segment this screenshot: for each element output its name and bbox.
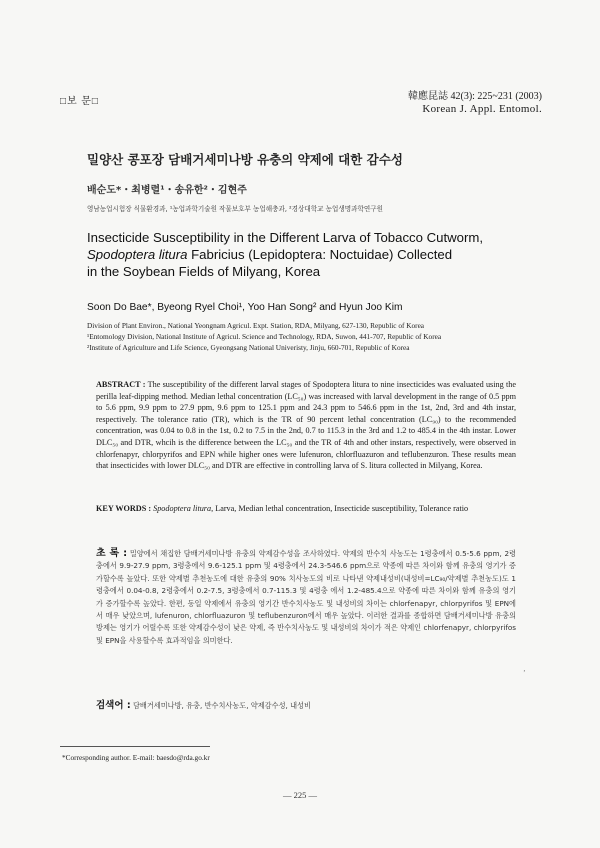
margin-mark: ‚: [523, 664, 526, 673]
english-authors: Soon Do Bae*, Byeong Ryel Choi¹, Yoo Han Song² and Hyun Joo Kim: [87, 302, 403, 313]
affiliation-1: Division of Plant Environ., National Yeongnam Agricul. Expt. Station, RDA, Milyang, 627-130, Republic of Korea: [87, 321, 425, 330]
footnote: *Corresponding author. E-mail: baesdo@rda.go.kr: [62, 753, 210, 762]
affiliation-3: ²Institute of Agriculture and Life Science, Gyeongsang National Univeristy, Jinju, 660-701, Republic of Korea: [87, 343, 410, 352]
korean-keywords-text: 담배거세미나방, 유충, 반수치사농도, 약제감수성, 내성비: [132, 701, 311, 710]
korean-title: 밀양산 콩포장 담배거세미나방 유충의 약제에 대한 감수성: [87, 152, 403, 167]
footnote-divider: [60, 746, 210, 747]
page-number: — 225 —: [283, 790, 317, 800]
english-affiliations: [87, 320, 527, 353]
korean-abstract-label: 초 록 :: [96, 548, 128, 559]
title-line-3: in the Soybean Fields of Milyang, Korea: [87, 264, 321, 279]
keywords-species: Spodoptera litura: [153, 504, 212, 513]
keywords-label: KEY WORDS :: [96, 504, 152, 513]
journal-korean: 韓應昆誌 42(3): 225~231 (2003): [407, 91, 542, 102]
korean-authors: 배순도*・최병렬¹・송유한²・김현주: [87, 185, 247, 196]
korean-keywords: [96, 697, 516, 711]
korean-affiliations: 영남농업시험장 식물환경과, ¹농업과학기술원 작물보호부 농업해충과, ²경상대학교 농업생명과학연구원: [87, 205, 383, 213]
title-line-2-rest: Fabricius (Lepidoptera: Noctuidae) Collected: [187, 247, 453, 262]
abstract-text: The susceptibility of the different larval stages of Spodoptera litura to nine insecticides was evaluated using the perilla leaf-dipping method. Median lethal concentration (LC₅₀) was increased with larval development in the range of 0.5 ppm to 5.6 ppm, 9.9 ppm to 27.9 ppm, 9.6 ppm to 125.1 ppm and 24.3 ppm to 546.6 ppm in the 1st, 2nd, 3rd and 4th instar, respectively. The tolerance ratio (TR), which is the TR of 90 percent lethal concentration (LC₉₀) to the recommended concentration, was 0.04 to 0.8 in the 1st, 0.2 to 7.5 in the 2nd, 0.7 to 115.3 in the 3rd and 1.2 to 485.4 in the 4th instar. Lower DLC₅₀ and DTR, whcih is the difference between the LC₅₀ and the TR of 4th and other instars, respectively, were observed in chlorfenapyr, chlorpyrifos and EPN while higher ones were lufenuron, chlorfluazuron and teflubenzuron. These results mean that insecticides with lower DLC₅₀ and DTR are effective in controlling larva of S. litura collected in Milyang, Korea.: [96, 380, 516, 471]
title-line-1: Insecticide Susceptibility in the Different Larva of Tobacco Cutworm,: [87, 230, 484, 245]
english-title: [87, 229, 507, 280]
abstract-label: ABSTRACT :: [96, 380, 146, 389]
journal-english: Korean J. Appl. Entomol.: [422, 103, 542, 115]
keywords-text: , Larva, Median lethal concentration, Insecticide susceptibility, Tolerance ratio: [211, 504, 469, 513]
species-name: Spodoptera litura: [87, 247, 188, 262]
section-label: □보 문□: [60, 96, 99, 107]
journal-citation: [408, 90, 542, 116]
keywords: [96, 503, 516, 515]
korean-abstract: [96, 548, 516, 647]
korean-abstract-text: 밀양에서 채집한 담배거세미나방 유충의 약제감수성을 조사하였다. 약제의 반수치 사농도는 1령충에서 0.5-5.6 ppm, 2령충에서 9.9-27.9 ppm, 3령충에서 9.6-125.1 ppm 및 4령충에서 24.3-546.6 ppm으로 약종에 따른 차이와 함께 유충의 영기가 증가할수록 높았다. 또한 약제별 추천농도에 대한 유충의 90% 치사농도의 비로 나타낸 약제내성비(내성비=LC₉₀/약제별 추천농도)도 1령충에서 0.04-0.8, 2령충에서 0.2-7.5, 3령충에서 0.7-115.3 및 4령충 에서 1.2-485.4으로 약종에 따른 차이와 함께 유충의 영기가 증가할수록 높았다. 한편, 동일 약제에서 유충의 영기간 반수치사농도 및 내성비의 차이는 chlorfenapyr, chlorpyrifos 및 EPN에서 매우 낮았으며, lufenuron, chlorfluazuron 및 teflubenzuron에서 매우 높았다. 이러한 결과를 종합하면 담배거세미나방 유충의 방제는 영기가 어릴수록 또한 약제감수성이 낮은 약제, 즉 반수치사농도 및 내성비의 차이가 적은 약제인 chlorfenapyr, chlorpyrifos 및 EPN을 사용할수록 효과적임을 의미한다.: [96, 549, 516, 645]
abstract: [96, 379, 516, 472]
affiliation-2: ¹Entomology Division, National Institute of Agricul. Science and Technology, RDA, Suwon, 441-707, Republic of Korea: [87, 332, 442, 341]
title-line-2: [87, 246, 507, 263]
korean-keywords-label: 검색어 :: [96, 700, 131, 711]
